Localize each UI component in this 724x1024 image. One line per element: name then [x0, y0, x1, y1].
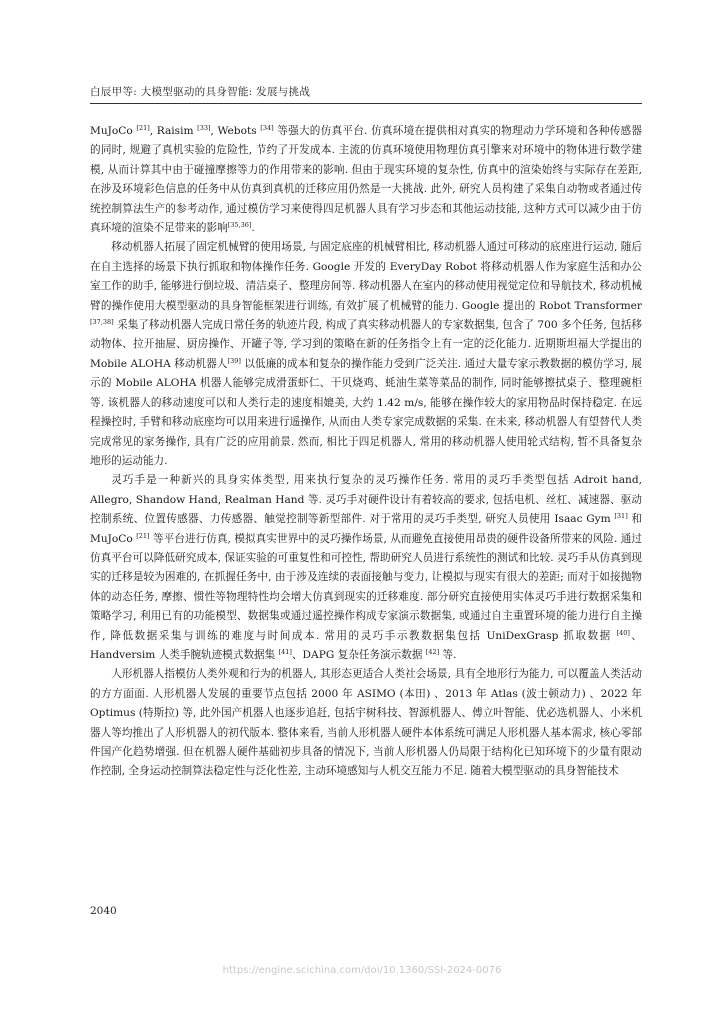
- text-run: 移动机器人拓展了固定机械臂的使用场景, 与固定底座的机械臂相比, 移动机器人通过可移动的底座进行运动, 随后在自主选择的场景下执行抓取和物体操作任务. Google 开发的 EveryDay Robot 将移动机器人作为家庭生活和办公室工作的助手, 能够进行倒垃圾、清洁桌子、整理房间等. 移动机器人在室内的移动使用视觉定位和导航技术, 移动机械臂的操作使用大模型驱动的具身智能框架进行训练, 有效扩展了机械臂的能力. Google 提出的 Robot Transformer: [90, 241, 642, 312]
- article-body: [90, 122, 642, 782]
- text-run: 以低廉的成本和复杂的操作能力受到广泛关注. 通过大量专家示教数据的模仿学习, 展示的 Mobile ALOHA 机器人能够完成滑蛋虾仁、干贝烧鸡、蚝油生菜等菜品的制作, 同时能够擦拭桌子、整理碗柜等. 该机器人的移动速度可以和人类行走的速度相媲美, 大约 1.42 m/s, 能够在操作较大的家用物品时保持稳定. 在远程操控时, 手臂和移动底座均可以用来进行遥操作, 从而由人类专家完成数据的采集. 在未来, 移动机器人有望替代人类完成常见的家务操作, 具有广泛的应用前景. 然而, 相比于四足机器人, 常用的移动机器人使用轮式结构, 暂不具备复杂地形的运动能力.: [90, 357, 643, 467]
- text-run: 、DAPG 复杂任务演示数据: [291, 648, 426, 661]
- text-run: , Raisim: [149, 125, 198, 137]
- text-run: .: [251, 222, 255, 235]
- text-run: 灵巧手是一种新兴的具身实体类型, 用来执行复杂的灵巧操作任务. 常用的灵巧手类型包括 Adroit hand, Allegro, Shandow Hand, Realman Hand 等. 灵巧手对硬件设计有着较高的要求, 包括电机、丝杠、减速器、驱动控制系统、位置传感器、力传感器、触觉控制等新型部件. 对于常用的灵巧手类型, 研究人员使用 Isaac Gym: [90, 474, 642, 526]
- page-number: 2040: [90, 905, 117, 917]
- text-run: 和 MuJoCo: [90, 513, 642, 545]
- paragraph-mobile-robots: [90, 238, 642, 471]
- citation-ref[interactable]: [31]: [614, 512, 628, 521]
- citation-ref[interactable]: [35,36]: [227, 221, 252, 230]
- text-run: MuJoCo: [90, 125, 137, 137]
- paragraph-humanoid-robots: [90, 665, 642, 781]
- running-header: 白辰甲等: 大模型驱动的具身智能: 发展与挑战: [90, 86, 311, 98]
- citation-ref[interactable]: [33]: [197, 124, 211, 132]
- text-run: 采集了移动机器人完成日常任务的轨迹片段, 构成了真实移动机器人的专家数据集, 包含了 700 多个任务, 包括移动物体、拉开抽屉、厨房操作、开罐子等, 学习到的策略在新的任务指令上有一定的泛化能力. 近期斯坦福大学提出的 Mobile ALOHA 移动机器人: [90, 319, 642, 370]
- paragraph-simulation: [90, 122, 642, 238]
- header-divider: [90, 103, 642, 104]
- citation-ref[interactable]: [21]: [136, 531, 150, 540]
- paragraph-dexterous-hands: [90, 471, 642, 665]
- citation-ref[interactable]: [34]: [260, 124, 274, 132]
- text-run: 、Handversim 人类手腕轨迹模式数据集: [90, 629, 642, 661]
- citation-ref[interactable]: [42]: [425, 647, 440, 656]
- text-run: 等强大的仿真平台. 仿真环境在提供相对真实的物理动力学环境和各种传感器的同时, 规避了真机实验的危险性, 节约了开发成本. 主流的仿真环境使用物理仿真引擎来对环境中的物体进行数学建模, 从而计算其中由于碰撞摩擦等力的作用带来的影响. 但由于现实环境的复杂性, 仿真中的渲染始终与实际存在差距, 在涉及环境彩色信息的任务中从仿真到真机的迁移应用仍然是一大挑战. 此外, 研究人员构建了采集自动物或者通过传统控制算法生产的参考动作, 通过模仿学习来使得四足机器人具有学习步态和其他运动技能, 这种方式可以减少由于仿真环境的渲染不足带来的影响: [90, 125, 642, 235]
- citation-ref[interactable]: [37,38]: [90, 318, 114, 327]
- citation-ref[interactable]: [41]: [278, 647, 292, 656]
- citation-ref[interactable]: [40]: [616, 628, 630, 637]
- text-run: 等平台进行仿真, 模拟真实世界中的灵巧操作场景, 从而避免直接使用昂贵的硬件设备所带来的风险. 通过仿真平台可以降低研究成本, 保证实验的可重复性和可控性, 帮助研究人员进行系统性的测试和比较. 灵巧手从仿真到现实的迁移是较为困难的, 在抓握任务中, 由于涉及连续的表面接触与变力, 让模拟与现实有很大的差距; 而对于如接抛物体的动态任务, 摩擦、惯性等物理特性均会增大仿真到现实的迁移难度. 部分研究直接使用实体灵巧手进行数据采集和策略学习, 利用已有的功能模型、数据集或通过遥控操作构成专家演示数据集, 或通过自主重置环境的能力进行自主操作, 降低数据采集与训练的难度与时间成本. 常用的灵巧手示教数据集包括 UniDexGrasp 抓取数据: [90, 532, 642, 642]
- doi-watermark[interactable]: https://engine.scichina.com/doi/10.1360/SSI-2024-0076: [222, 965, 502, 976]
- text-run: 等.: [439, 648, 457, 661]
- citation-ref[interactable]: [21]: [136, 124, 150, 132]
- text-run: , Webots: [210, 125, 261, 137]
- citation-ref[interactable]: [39]: [227, 356, 241, 365]
- text-run: 人形机器人指模仿人类外观和行为的机器人, 其形态更适合人类社会场景, 具有全地形行为能力, 可以覆盖人类活动的方方面面. 人形机器人发展的重要节点包括 2000 年 ASIMO (本田) 、2013 年 Atlas (波士顿动力) 、2022 年 Optimus (特斯拉) 等, 此外国产机器人也逐步追赶, 包括宇树科技、智源机器人、傅立叶智能、优必选机器人、小米机器人等均推出了人形机器人的初代版本. 整体来看, 当前人形机器人硬件本体系统可满足人形机器人基本需求, 核心零部件国产化趋势增强. 但在机器人硬件基础初步具备的情况下, 当前人形机器人仍局限于结构化已知环境下的少量有限动作控制, 全身运动控制算法稳定性与泛化性差, 主动环境感知与人机交互能力不足. 随着大模型驱动的具身智能技术: [90, 668, 642, 778]
